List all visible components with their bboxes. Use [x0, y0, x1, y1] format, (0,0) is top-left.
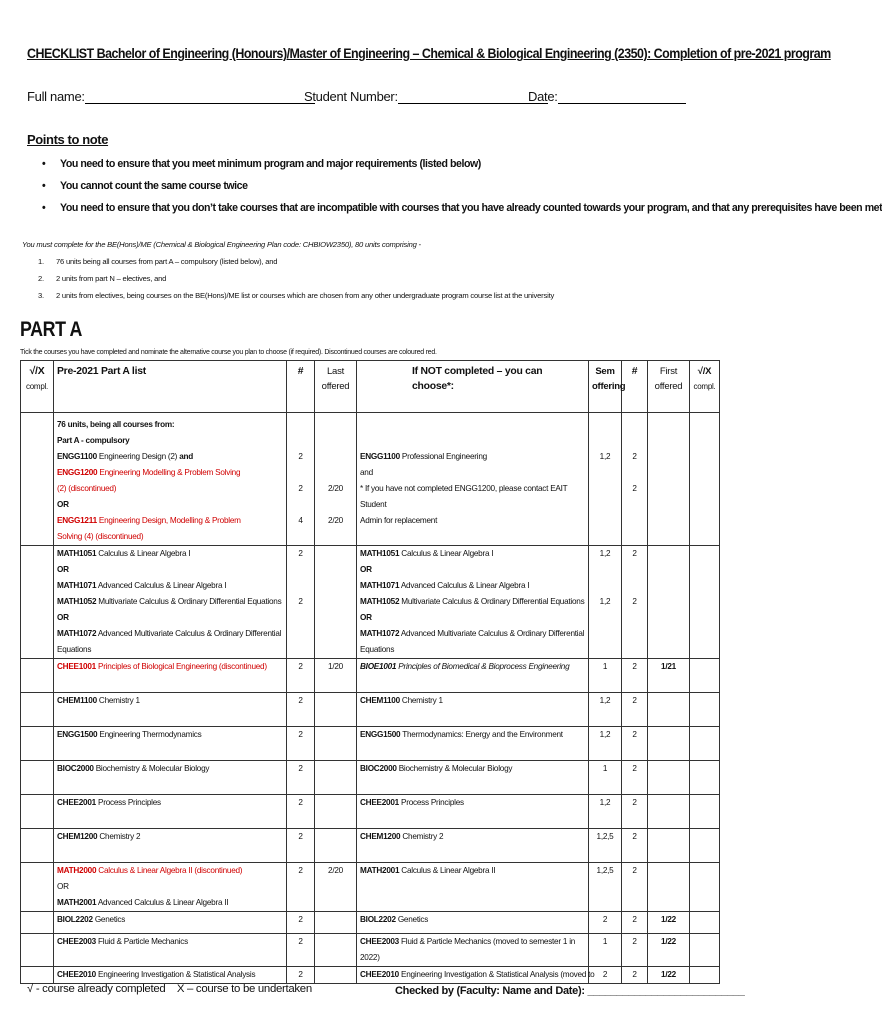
- sem-cell: 1: [589, 934, 622, 967]
- sem-cell: 2: [589, 967, 622, 984]
- course-list-cell: CHEE2010 Engineering Investigation & Statistical Analysis: [54, 967, 287, 984]
- course-list-cell: BIOC2000 Biochemistry & Molecular Biology: [54, 761, 287, 795]
- tick-cell[interactable]: [21, 413, 54, 450]
- sem-cell: 1: [589, 659, 622, 693]
- tick2-cell[interactable]: [690, 546, 720, 659]
- sem-header: Sem offering: [589, 361, 622, 413]
- alternative-cell: MATH1051 Calculus & Linear Algebra I OR MATH1071 Advanced Calculus & Linear Algebra I MATH1052 Multivariate Calculus & Ordinary Differential Equations OR MATH1072 Advanced Multivariate Calculus & Ordinary Differential Equations: [357, 546, 589, 659]
- units2-cell: 2: [622, 934, 648, 967]
- units2-cell: 2 2: [622, 449, 648, 546]
- first-offered-cell: 1/22: [648, 934, 690, 967]
- alternative-cell: BIOE1001 Principles of Biomedical & Bioprocess Engineering: [357, 659, 589, 693]
- points-to-note-heading: Points to note: [27, 132, 109, 147]
- course-list-cell: ENGG1500 Engineering Thermodynamics: [54, 727, 287, 761]
- legend: √ - course already completed X – course to be undertaken: [27, 983, 312, 995]
- bullet-icon: •: [42, 180, 46, 192]
- date-line[interactable]: [558, 90, 686, 104]
- document-title: CHECKLIST Bachelor of Engineering (Honours)/Master of Engineering – Chemical & Biological Engineering (2350): Completion of pre-2021 program: [27, 46, 831, 61]
- table-row: [21, 449, 720, 546]
- table-row: [21, 829, 720, 863]
- units2-cell: 2: [622, 863, 648, 912]
- units2-cell: 2: [622, 967, 648, 984]
- table-row: [21, 795, 720, 829]
- list-header: Pre-2021 Part A list: [54, 361, 287, 413]
- units2-cell: 2: [622, 795, 648, 829]
- units-cell: 2: [287, 863, 315, 912]
- last-offered-header: Last offered: [315, 361, 357, 413]
- note-item: [42, 180, 248, 192]
- tick-cell[interactable]: [21, 829, 54, 863]
- units2-cell: 2: [622, 693, 648, 727]
- full-name-label: Full name:: [27, 89, 85, 104]
- note-text: You need to ensure that you meet minimum program and major requirements (listed below): [60, 158, 481, 170]
- tick2-cell[interactable]: [690, 863, 720, 912]
- alternative-cell: ENGG1500 Thermodynamics: Energy and the Environment: [357, 727, 589, 761]
- alternative-cell: CHEM1100 Chemistry 1: [357, 693, 589, 727]
- last-offered-cell: [315, 546, 357, 659]
- units-cell: 2: [287, 934, 315, 967]
- part-a-heading: PART A: [20, 318, 82, 341]
- last-offered-cell: [315, 829, 357, 863]
- tick-header: √/X compl.: [21, 361, 54, 413]
- note-text: You cannot count the same course twice: [60, 180, 248, 192]
- table-row: [21, 761, 720, 795]
- student-number-line[interactable]: [398, 90, 548, 104]
- tick2-cell[interactable]: [690, 912, 720, 934]
- first-offered-cell: [648, 795, 690, 829]
- requirement-item: 1. 76 units being all courses from part A – compulsory (listed below), and: [38, 257, 278, 266]
- first-offered-cell: [648, 829, 690, 863]
- tick-cell[interactable]: [21, 967, 54, 984]
- sem-cell: 2: [589, 912, 622, 934]
- course-list-cell: CHEM1100 Chemistry 1: [54, 693, 287, 727]
- tick-cell[interactable]: [21, 659, 54, 693]
- note-item: [42, 202, 882, 214]
- table-row: [21, 863, 720, 912]
- course-list-cell: MATH1051 Calculus & Linear Algebra I OR MATH1071 Advanced Calculus & Linear Algebra I MATH1052 Multivariate Calculus & Ordinary Differential Equations OR MATH1072 Advanced Multivariate Calculus & Ordinary Differential Equations: [54, 546, 287, 659]
- course-list-cell: BIOL2202 Genetics: [54, 912, 287, 934]
- section-title: 76 units, being all courses from: Part A - compulsory: [54, 413, 287, 450]
- units-cell: 2: [287, 727, 315, 761]
- table-row: [21, 546, 720, 659]
- course-list-cell: MATH2000 Calculus & Linear Algebra II (discontinued) OR MATH2001 Advanced Calculus & Linear Algebra II: [54, 863, 287, 912]
- requirement-item: 2. 2 units from part N – electives, and: [38, 274, 167, 283]
- tick2-cell[interactable]: [690, 659, 720, 693]
- last-offered-cell: 2/20 2/20: [315, 449, 357, 546]
- last-offered-cell: [315, 912, 357, 934]
- first-offered-cell: [648, 727, 690, 761]
- tick2-header: √/X compl.: [690, 361, 720, 413]
- first-offered-cell: 1/21: [648, 659, 690, 693]
- units-cell: 2: [287, 795, 315, 829]
- tick2-cell[interactable]: [690, 795, 720, 829]
- sem-cell: 1,2: [589, 795, 622, 829]
- units2-cell: 2: [622, 761, 648, 795]
- course-list-cell: CHEE2001 Process Principles: [54, 795, 287, 829]
- student-number-label: Student Number:: [304, 89, 398, 104]
- sem-cell: 1,2 1,2: [589, 546, 622, 659]
- alternative-cell: CHEM1200 Chemistry 2: [357, 829, 589, 863]
- tick-cell[interactable]: [21, 693, 54, 727]
- units-cell: 2: [287, 967, 315, 984]
- units2-header: #: [622, 361, 648, 413]
- units-cell: 2: [287, 829, 315, 863]
- tick2-cell[interactable]: [690, 413, 720, 450]
- units-cell: 2: [287, 659, 315, 693]
- table-header-row: [21, 361, 720, 413]
- alternative-cell: BIOC2000 Biochemistry & Molecular Biology: [357, 761, 589, 795]
- units2-cell: 2: [622, 912, 648, 934]
- table-row: [21, 693, 720, 727]
- last-offered-cell: [315, 934, 357, 967]
- units2-cell: 2 2: [622, 546, 648, 659]
- units2-cell: 2: [622, 829, 648, 863]
- course-list-cell: CHEE1001 Principles of Biological Engineering (discontinued): [54, 659, 287, 693]
- units-cell: 2: [287, 693, 315, 727]
- course-list-cell: ENGG1100 Engineering Design (2) and ENGG1200 Engineering Modelling & Problem Solving (2) (discontinued) OR ENGG1211 Engineering Design, Modelling & Problem Solving (4) (discontinued): [54, 449, 287, 546]
- note-text: You need to ensure that you don’t take courses that are incompatible with courses that you have already counted towards your program, and that any prerequisites have been met: [60, 202, 882, 214]
- last-offered-cell: 1/20: [315, 659, 357, 693]
- tick2-cell[interactable]: [690, 934, 720, 967]
- date-field[interactable]: [528, 89, 686, 104]
- sem-cell: 1,2,5: [589, 863, 622, 912]
- first-offered-cell: [648, 449, 690, 546]
- tick-cell[interactable]: [21, 795, 54, 829]
- tick-cell[interactable]: [21, 727, 54, 761]
- alternative-cell: MATH2001 Calculus & Linear Algebra II: [357, 863, 589, 912]
- bullet-icon: •: [42, 202, 46, 214]
- full-name-field[interactable]: [27, 89, 315, 104]
- units-cell: 2 2: [287, 546, 315, 659]
- first-offered-header: First offered: [648, 361, 690, 413]
- tick-cell[interactable]: [21, 761, 54, 795]
- requirement-item: 3. 2 units from electives, being courses on the BE(Hons)/ME list or courses which are chosen from any other undergraduate program course list at the university: [38, 291, 555, 300]
- tick2-cell[interactable]: [690, 449, 720, 546]
- table-row: [21, 659, 720, 693]
- units2-cell: 2: [622, 659, 648, 693]
- sem-cell: 1,2,5: [589, 829, 622, 863]
- units-cell: 2 2 4: [287, 449, 315, 546]
- last-offered-cell: 2/20: [315, 863, 357, 912]
- table-row: [21, 912, 720, 934]
- alternative-cell: CHEE2001 Process Principles: [357, 795, 589, 829]
- first-offered-cell: 1/22: [648, 912, 690, 934]
- full-name-line[interactable]: [85, 90, 315, 104]
- first-offered-cell: [648, 693, 690, 727]
- tick2-cell[interactable]: [690, 727, 720, 761]
- date-label: Date:: [528, 89, 558, 104]
- first-offered-cell: [648, 863, 690, 912]
- units-header: #: [287, 361, 315, 413]
- program-intro: You must complete for the BE(Hons)/ME (Chemical & Biological Engineering Plan code: CHBIOW2350), 80 units comprising -: [22, 240, 421, 249]
- part-a-table: [20, 360, 720, 984]
- alternative-cell: ENGG1100 Professional Engineering and * If you have not completed ENGG1200, please contact EAIT Student Admin for replacement: [357, 449, 589, 546]
- note-item: [42, 158, 481, 170]
- sem-cell: 1,2: [589, 449, 622, 546]
- first-offered-cell: 1/22: [648, 967, 690, 984]
- last-offered-cell: [315, 727, 357, 761]
- sem-cell: 1: [589, 761, 622, 795]
- checked-by-field[interactable]: Checked by (Faculty: Name and Date): ___________________________: [395, 985, 745, 997]
- alternative-cell: CHEE2010 Engineering Investigation & Statistical Analysis (moved to: [357, 967, 589, 984]
- sem-cell: 1,2: [589, 727, 622, 761]
- bullet-icon: •: [42, 158, 46, 170]
- course-list-cell: CHEM1200 Chemistry 2: [54, 829, 287, 863]
- first-offered-cell: [648, 546, 690, 659]
- choose-header: If NOT completed – you can choose*:: [357, 361, 589, 413]
- tick2-cell[interactable]: [690, 829, 720, 863]
- student-number-field[interactable]: [304, 89, 548, 104]
- table-row: [21, 934, 720, 967]
- part-a-note: Tick the courses you have completed and nominate the alternative course you plan to choose (if required). Discontinued courses are coloured red.: [20, 349, 437, 356]
- sem-cell: 1,2: [589, 693, 622, 727]
- units-cell: 2: [287, 912, 315, 934]
- table-row: [21, 967, 720, 984]
- tick2-cell[interactable]: [690, 693, 720, 727]
- tick-cell[interactable]: [21, 546, 54, 659]
- alternative-cell: BIOL2202 Genetics: [357, 912, 589, 934]
- tick-cell[interactable]: [21, 449, 54, 546]
- last-offered-cell: [315, 693, 357, 727]
- tick-cell[interactable]: [21, 934, 54, 967]
- tick-cell[interactable]: [21, 912, 54, 934]
- table-row: [21, 727, 720, 761]
- first-offered-cell: [648, 761, 690, 795]
- alternative-cell: CHEE2003 Fluid & Particle Mechanics (moved to semester 1 in 2022): [357, 934, 589, 967]
- units2-cell: 2: [622, 727, 648, 761]
- last-offered-cell: [315, 967, 357, 984]
- units-cell: 2: [287, 761, 315, 795]
- tick-cell[interactable]: [21, 863, 54, 912]
- last-offered-cell: [315, 761, 357, 795]
- tick2-cell[interactable]: [690, 761, 720, 795]
- last-offered-cell: [315, 795, 357, 829]
- section-row: [21, 413, 720, 450]
- tick2-cell[interactable]: [690, 967, 720, 984]
- course-list-cell: CHEE2003 Fluid & Particle Mechanics: [54, 934, 287, 967]
